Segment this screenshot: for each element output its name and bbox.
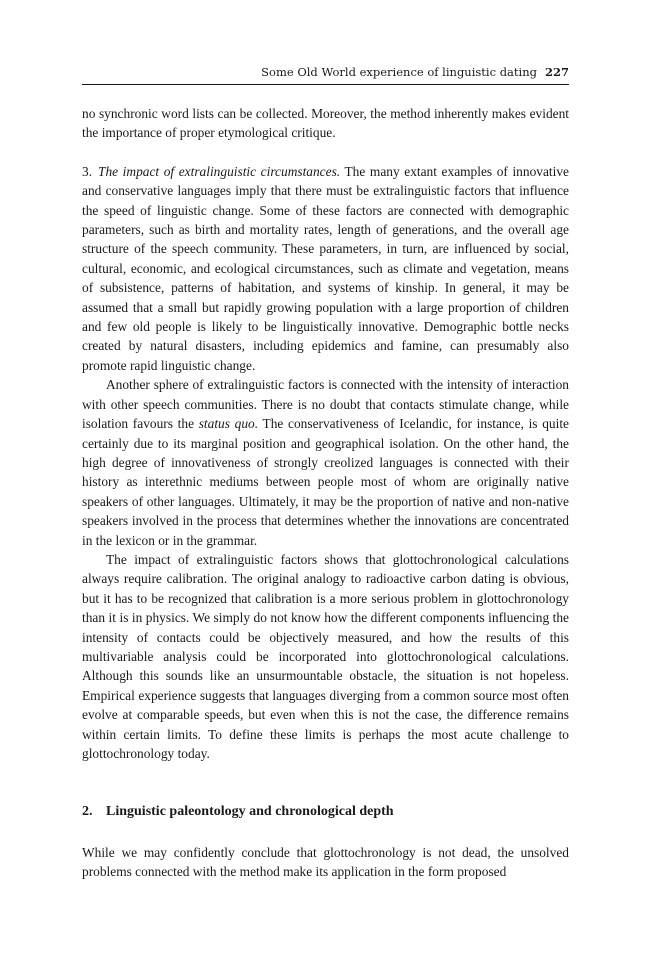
section-gap [82,763,569,802]
section-gap-after [82,822,569,843]
paragraph-intro: no synchronic word lists can be collected. Moreover, the method inherently makes evident the importance of proper etymological critique. [82,106,569,141]
header-rule [82,84,569,85]
paragraph-interaction [82,375,569,550]
paragraph-final: While we may confidently conclude that glottochronology is not dead, the unsolved problems connected with the method make its application in the form proposed [82,844,569,880]
section-heading [82,802,569,821]
item-title: The impact of extralinguistic circumstances. [98,163,341,179]
section-title: Linguistic paleontology and chronological depth [106,804,394,820]
page-number: 227 [544,65,569,79]
paragraph-item-3 [82,162,569,375]
running-head [261,64,569,80]
paragraph-calibration: The impact of extralinguistic factors shows that glottochronological calculations always require calibration. The original analogy to radioactive carbon dating is obvious, but it has to be recognized that calibration is a more serious problem in glottochronology than it is in physics. We simply do not know how the different components influencing the intensity of contacts could be objectively measured, and how the results of this multivariable analysis could be incorporated into glottochronological calculations. Although this sounds like an unsurmountable obstacle, the situation is not hopeless. Empirical experience suggests that languages diverging from a common source most often evolve at comparable speeds, but even when this is not the case, the difference remains within certain limits. To define these limits is perhaps the most acute challenge to glottochronology today. [82,551,569,761]
paragraph-interaction-text-a: Another sphere of extralinguistic factors is connected with the intensity of interaction with other speech communities. There is no doubt that contacts stimulate change, while isolation favours the [82,377,569,432]
running-title: Some Old World experience of linguistic dating [261,65,537,79]
paragraph-interaction-text-b: The conservativeness of Icelandic, for instance, is quite certainly due to its marginal position and geographical isolation. On the other hand, the high degree of innovativeness of strongly creolized languages is connected with their history as interethnic mediums between people most of whom are originally native speakers of other languages. Ultimately, it may be the proportion of native and non-native speakers involved in the process that determines whether the innovations are concentrated in the lexicon or in the grammar. [82,416,569,548]
item-number: 3. [82,163,93,179]
status-quo-term: status quo. [198,416,259,432]
item-text: The many extant examples of innovative and conservative languages imply that there must be extralinguistic factors that influence the speed of linguistic change. Some of these factors are connected with demographic parameters, such as birth and mortality rates, length of generations, and the overall age structure of the speech community. These parameters, in turn, are influenced by social, cultural, economic, and ecological circumstances, such as climate and vegetation, means of subsistence, patterns of habitation, and systems of kinship. In general, it may be assumed that a small but rapidly growing population with a large proportion of children and few old people is likely to be linguistically innovative. Demographic bottle necks created by natural disasters, including epidemics and famine, can presumably also promote rapid linguistic change. [82,163,569,373]
body-text [82,104,569,882]
section-number: 2. [82,804,93,820]
paragraph-gap [82,143,569,162]
